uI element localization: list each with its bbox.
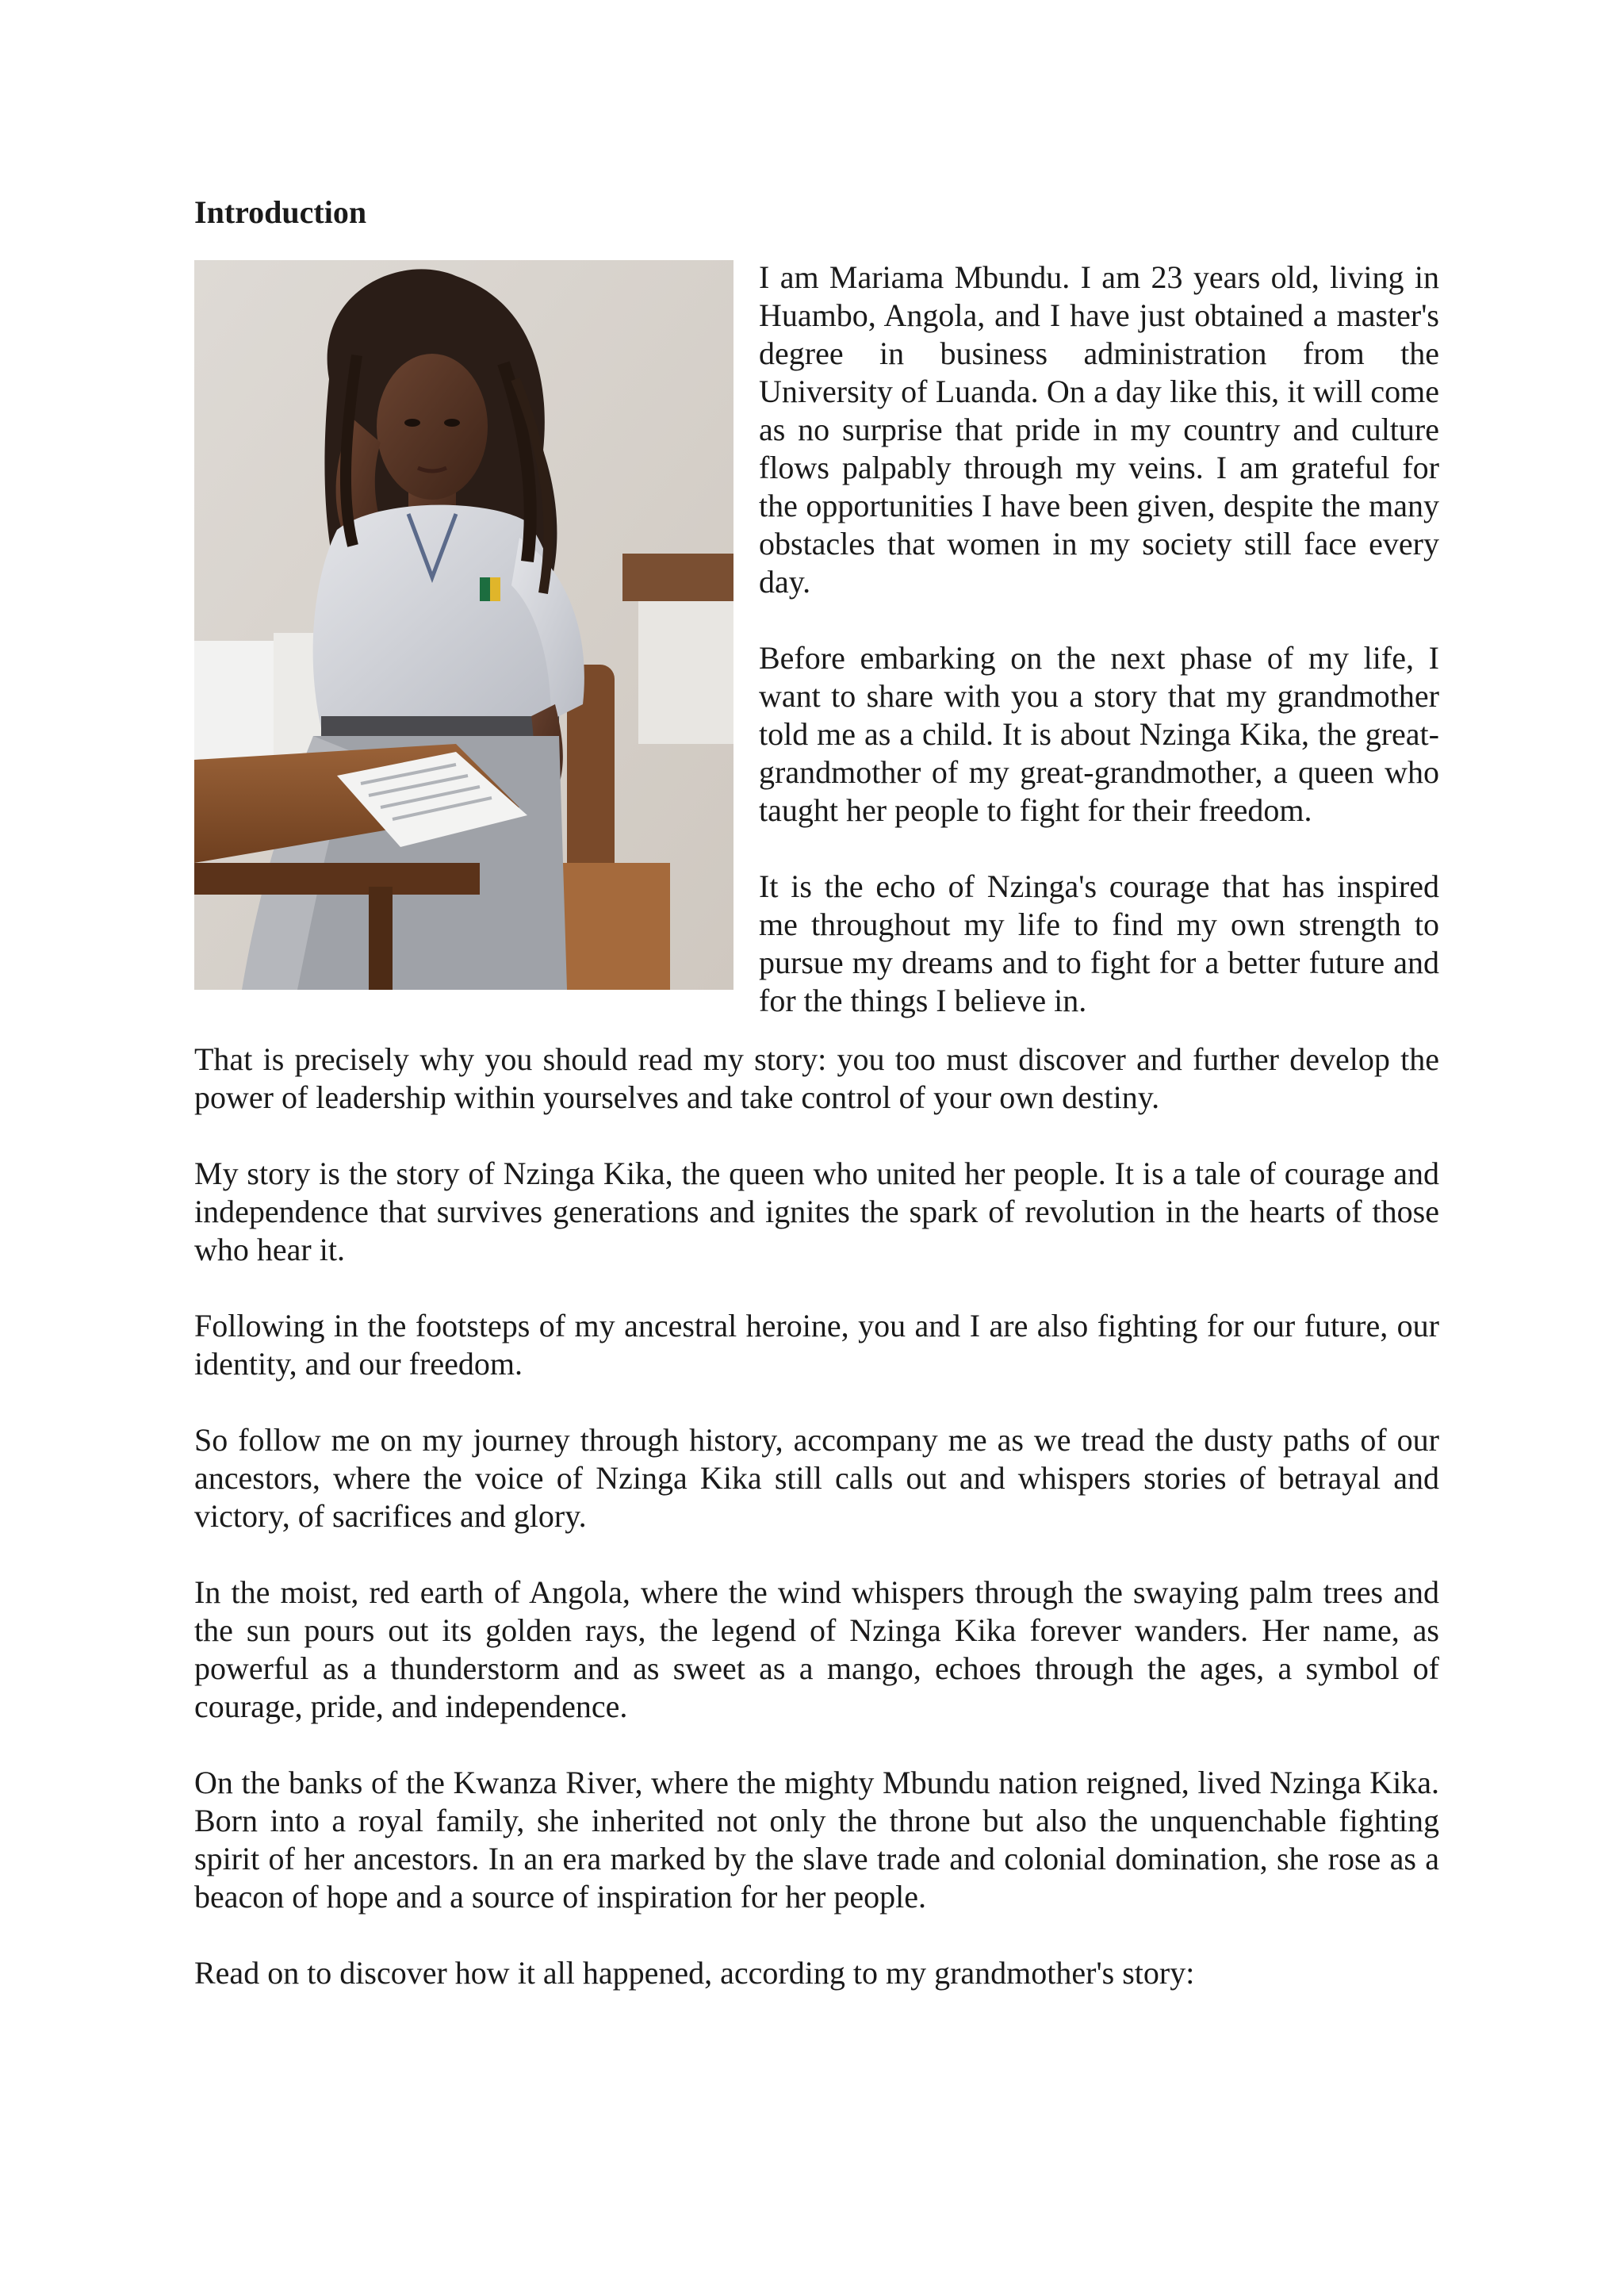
- body-text: [194, 1041, 1439, 1992]
- body-paragraph: Read on to discover how it all happened, according to my grandmother's story:: [194, 1955, 1195, 1991]
- body-paragraph: My story is the story of Nzinga Kika, the queen who united her people. It is a tale of courage and independence that survives generations and ignites the spark of revolution in the hearts of those who hear it.: [194, 1156, 1439, 1267]
- body-paragraph: In the moist, red earth of Angola, where the wind whispers through the swaying palm trees and the sun pours out its golden rays, the legend of Nzinga Kika forever wanders. Her name, as powerful as a thunderstorm and as sweet as a mango, echoes through the ages, a symbol of courage, pride, and independence.: [194, 1574, 1439, 1724]
- body-paragraph: So follow me on my journey through history, accompany me as we tread the dusty paths of our ancestors, where the voice of Nzinga Kika still calls out and whispers stories of betrayal and victory, of sacrifices and glory.: [194, 1422, 1439, 1534]
- intro-paragraph: It is the echo of Nzinga's courage that has inspired me throughout my life to find my own strength to pursue my dreams and to fight for a better future and for the things I believe in.: [759, 868, 1439, 1018]
- intro-paragraph: I am Mariama Mbundu. I am 23 years old, living in Huambo, Angola, and I have just obtained a master's degree in business administration from the University of Luanda. On a day like this, it will come as no surprise that pride in my country and culture flows palpably through my veins. I am grateful for the opportunities I have been given, despite the many obstacles that women in my society still face every day.: [759, 259, 1439, 600]
- body-paragraph: That is precisely why you should read my story: you too must discover and further develop the power of leadership within yourselves and take control of your own destiny.: [194, 1041, 1439, 1115]
- intro-paragraph: Before embarking on the next phase of my life, I want to share with you a story that my grandmother told me as a child. It is about Nzinga Kika, the great-grandmother of my great-grandmother, a queen who taught her people to fight for their freedom.: [759, 640, 1439, 828]
- intro-side-text: [759, 259, 1439, 1020]
- intro-block: [194, 259, 1439, 1020]
- document-page: [194, 190, 1439, 1992]
- body-paragraph: Following in the footsteps of my ancestral heroine, you and I are also fighting for our future, our identity, and our freedom.: [194, 1308, 1439, 1382]
- body-paragraph: On the banks of the Kwanza River, where the mighty Mbundu nation reigned, lived Nzinga Kika. Born into a royal family, she inherited not only the throne but also the unquenchable fighting spirit of her ancestors. In an era marked by the slave trade and colonial domination, she rose as a beacon of hope and a source of inspiration for her people.: [194, 1765, 1439, 1915]
- portrait-photo: [194, 260, 733, 990]
- page-heading: Introduction: [194, 194, 367, 230]
